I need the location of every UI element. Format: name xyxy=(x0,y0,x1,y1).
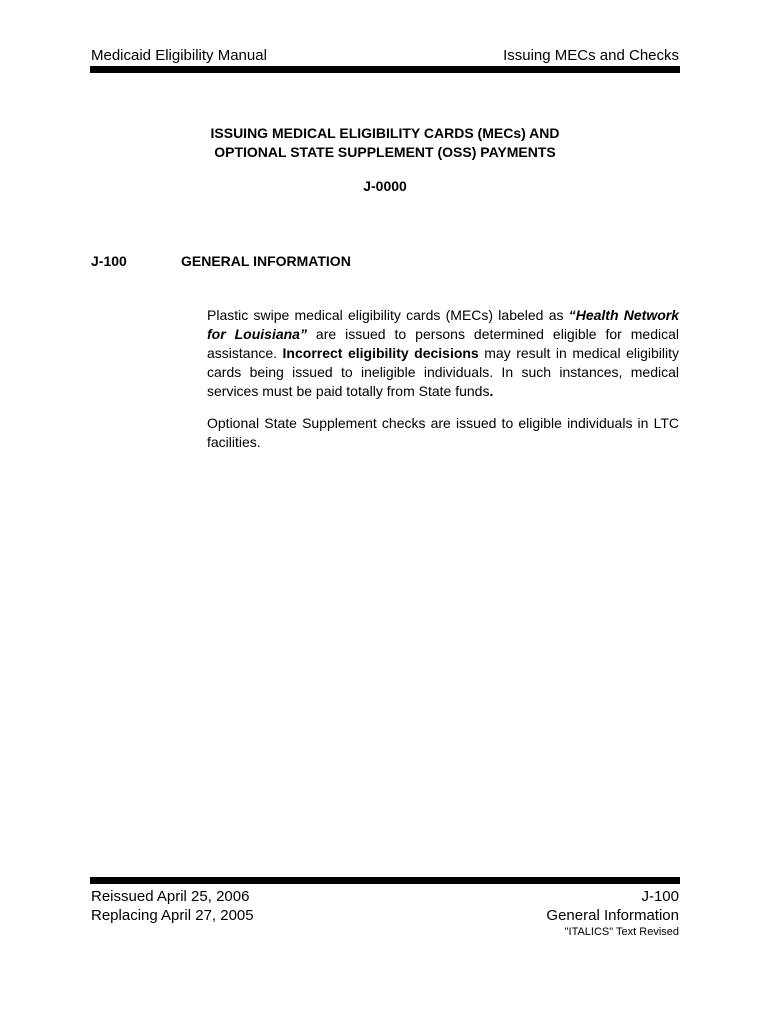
paragraph-1-text-2: are issued to persons determined eligible for medical assistance. xyxy=(207,326,679,361)
paragraph-1-emphasis-network: “Health Network for Louisiana” xyxy=(207,307,679,342)
paragraph-1-text-3: may result in medical eligibility cards being issued to ineligible individuals. In such instances, medical services must be paid totally from State funds xyxy=(207,345,679,399)
header-chapter-title: Issuing MECs and Checks xyxy=(503,47,679,64)
footer-reissued-date: Reissued April 25, 2006 xyxy=(91,888,250,905)
footer-revision-note: "ITALICS" Text Revised xyxy=(564,926,679,938)
header-rule xyxy=(90,66,680,73)
body-paragraph-1 xyxy=(207,306,679,401)
footer-issue-dates xyxy=(91,887,254,925)
paragraph-1-period: . xyxy=(489,383,494,399)
section-number: J-100 xyxy=(91,253,127,269)
paragraph-1-emphasis-decisions: Incorrect eligibility decisions xyxy=(282,345,479,361)
document-title-line-2: OPTIONAL STATE SUPPLEMENT (OSS) PAYMENTS xyxy=(214,144,556,160)
section-title: GENERAL INFORMATION xyxy=(181,253,351,269)
footer-section-title: General Information xyxy=(546,907,679,924)
body-paragraph-2: Optional State Supplement checks are issued to eligible individuals in LTC facilities. xyxy=(207,415,679,450)
document-title-line-1: ISSUING MEDICAL ELIGIBILITY CARDS (MECs) AND xyxy=(210,125,560,141)
document-title xyxy=(90,124,680,162)
paragraph-1-text-1: Plastic swipe medical eligibility cards (MECs) labeled as xyxy=(207,307,569,323)
footer-section-info xyxy=(546,887,679,939)
footer-rule xyxy=(90,877,680,884)
footer-replacing-date: Replacing April 27, 2005 xyxy=(91,907,254,924)
header-manual-title: Medicaid Eligibility Manual xyxy=(91,47,267,64)
document-code: J-0000 xyxy=(363,178,407,194)
footer-section-number: J-100 xyxy=(641,888,679,905)
